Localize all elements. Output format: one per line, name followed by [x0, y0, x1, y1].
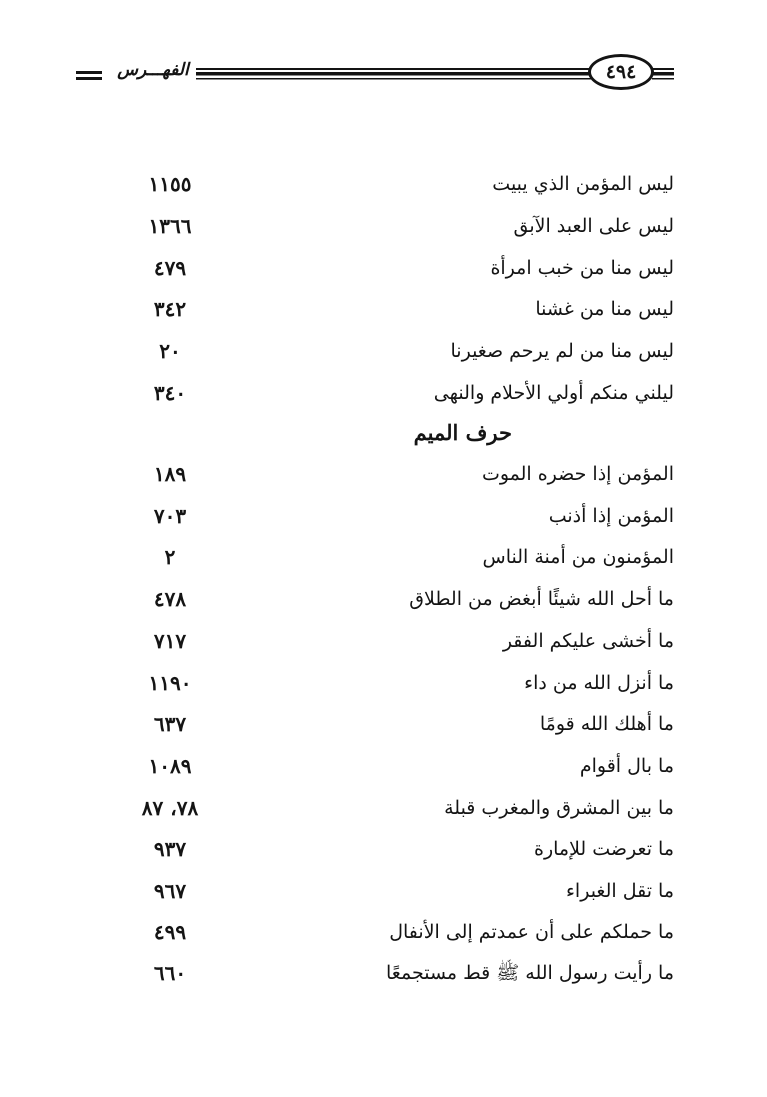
- entry-text: ليس منا من خبب امرأة: [490, 257, 674, 279]
- index-entry: [0, 579, 767, 621]
- index-entry: [0, 454, 767, 496]
- entry-page-number: ٦٣٧: [153, 712, 187, 736]
- entry-text: ليس على العبد الآبق: [513, 215, 674, 237]
- index-entry: [0, 829, 767, 871]
- entry-page-number: ٩٣٧: [153, 837, 187, 861]
- index-entry: [0, 331, 767, 373]
- page-number: ٤٩٤: [605, 61, 637, 83]
- index-entry: [0, 746, 767, 788]
- header-title: الفهـــرس: [117, 60, 189, 80]
- index-entry: [0, 871, 767, 913]
- index-entry: [0, 704, 767, 746]
- entry-page-number: ١٠٨٩: [148, 754, 192, 778]
- entry-page-number: ٤٧٩: [153, 256, 187, 280]
- entry-text: ليلني منكم أولي الأحلام والنهى: [433, 382, 674, 404]
- entry-page-number: ١٨٩: [153, 462, 187, 486]
- index-entry: [0, 953, 767, 995]
- entry-text: ليس المؤمن الذي يبيت: [492, 173, 674, 195]
- entry-page-number: ٧١٧: [153, 629, 187, 653]
- index-entry: [0, 248, 767, 290]
- index-entry: [0, 206, 767, 248]
- index-entry: [0, 621, 767, 663]
- index-entry: [0, 788, 767, 830]
- entry-text: ما بين المشرق والمغرب قبلة: [444, 797, 674, 819]
- entry-page-number: ١٣٦٦: [148, 214, 192, 238]
- entry-text: ليس منا من لم يرحم صغيرنا: [450, 340, 674, 362]
- entry-text: المؤمنون من أمنة الناس: [482, 546, 674, 568]
- entry-text: ما تقل الغبراء: [566, 880, 674, 902]
- entry-page-number: ٧٠٣: [153, 504, 187, 528]
- entry-text: ما أهلك الله قومًا: [539, 713, 674, 735]
- entry-page-number: ٢: [164, 545, 176, 569]
- index-entry: [0, 164, 767, 206]
- index-entry: [0, 912, 767, 954]
- entry-text: ما رأيت رسول الله ﷺ قط مستجمعًا: [386, 962, 674, 984]
- index-entry: [0, 663, 767, 705]
- entry-page-number: ١١٩٠: [148, 671, 192, 695]
- entry-text: ما بال أقوام: [579, 755, 674, 777]
- entry-text: ما أنزل الله من داء: [524, 672, 674, 694]
- index-entry: [0, 373, 767, 415]
- entry-text: ما أخشى عليكم الفقر: [502, 630, 674, 652]
- index-entry: [0, 289, 767, 331]
- entry-text: ليس منا من غشنا: [535, 298, 674, 320]
- entry-text: ما تعرضت للإمارة: [534, 838, 674, 860]
- entry-page-number: ٦٦٠: [153, 961, 187, 985]
- entry-page-number: ٧٨، ٨٧: [141, 796, 199, 820]
- ornament-icon: [76, 70, 102, 82]
- entry-text: المؤمن إذا حضره الموت: [481, 463, 674, 485]
- entry-page-number: ٣٤٠: [153, 381, 187, 405]
- header-rule: [196, 68, 596, 80]
- page-number-badge: [588, 54, 654, 90]
- entry-page-number: ١١٥٥: [148, 172, 192, 196]
- index-entry: [0, 496, 767, 538]
- entry-page-number: ٢٠: [159, 339, 181, 363]
- entry-text: ما حملكم على أن عمدتم إلى الأنفال: [389, 921, 674, 943]
- header-rule-end: [652, 68, 674, 80]
- entry-page-number: ٤٩٩: [153, 920, 187, 944]
- entry-page-number: ٣٤٢: [153, 297, 187, 321]
- section-heading: حرف الميم: [413, 420, 512, 445]
- page-header: [0, 0, 767, 110]
- entry-text: المؤمن إذا أذنب: [548, 505, 674, 527]
- entry-page-number: ٩٦٧: [153, 879, 187, 903]
- entry-text: ما أحل الله شيئًا أبغض من الطلاق: [409, 588, 674, 610]
- index-entry: [0, 537, 767, 579]
- entry-page-number: ٤٧٨: [153, 587, 187, 611]
